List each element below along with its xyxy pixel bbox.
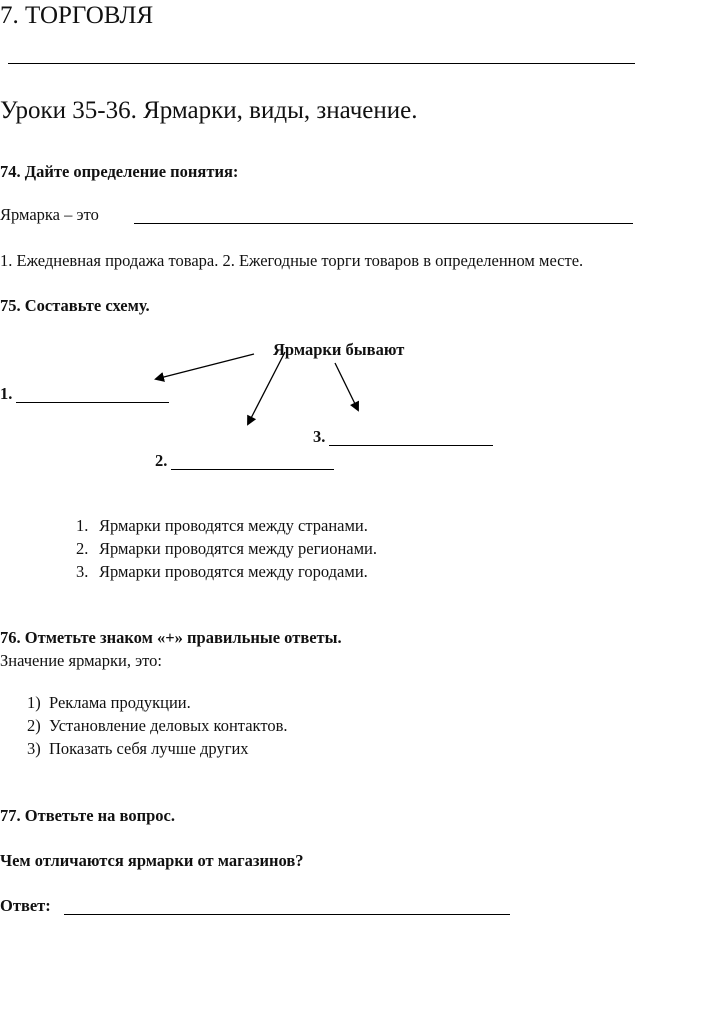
task76-option-num-3: 3) [27,739,41,758]
task77-answer-label: Ответ: [0,896,51,915]
task74-prompt: Ярмарка – это [0,205,99,224]
arrow-to-slot2 [248,352,285,424]
task76-option-num-1: 1) [27,693,41,712]
task75-option-num-3: 3. [76,562,89,581]
task75-option-2: Ярмарки проводятся между регионами. [99,539,378,558]
task77-title: 77. Ответьте на вопрос. [0,806,175,825]
task76-option-num-2: 2) [27,716,41,735]
task76-prompt: Значение ярмарки, это: [0,651,162,670]
arrow-to-slot3 [335,363,358,410]
task76-option-1[interactable]: Реклама продукции. [49,693,191,712]
task74-options: 1. Ежедневная продажа товара. 2. Ежегодные торги товаров в определенном месте. [0,251,584,270]
task75-option-num-1: 1. [76,516,89,535]
task75-option-3: Ярмарки проводятся между городами. [99,562,368,581]
scheme-center-label: Ярмарки бывают [273,340,405,359]
scheme-slot2-label: 2. [155,451,168,470]
task77-question: Чем отличаются ярмарки от магазинов? [0,851,304,870]
task76-option-2[interactable]: Установление деловых контактов. [49,716,288,735]
lesson-title: Уроки 35-36. Ярмарки, виды, значение. [0,97,418,124]
scheme-slot3-label: 3. [313,427,326,446]
scheme-slot1-label: 1. [0,384,13,403]
task75-title: 75. Составьте схему. [0,296,150,315]
arrow-to-slot1 [156,354,254,379]
chapter-title: 7. ТОРГОВЛЯ [0,2,154,29]
task75-option-num-2: 2. [76,539,89,558]
task76-option-3[interactable]: Показать себя лучше других [49,739,249,758]
scheme-slot2-line[interactable] [171,469,334,470]
task76-title: 76. Отметьте знаком «+» правильные ответы. [0,628,342,647]
scheme-slot1-line[interactable] [16,402,169,403]
task77-answer-line[interactable] [64,914,510,915]
task74-title: 74. Дайте определение понятия: [0,162,239,181]
task75-option-1: Ярмарки проводятся между странами. [99,516,368,535]
scheme-slot3-line[interactable] [329,445,493,446]
